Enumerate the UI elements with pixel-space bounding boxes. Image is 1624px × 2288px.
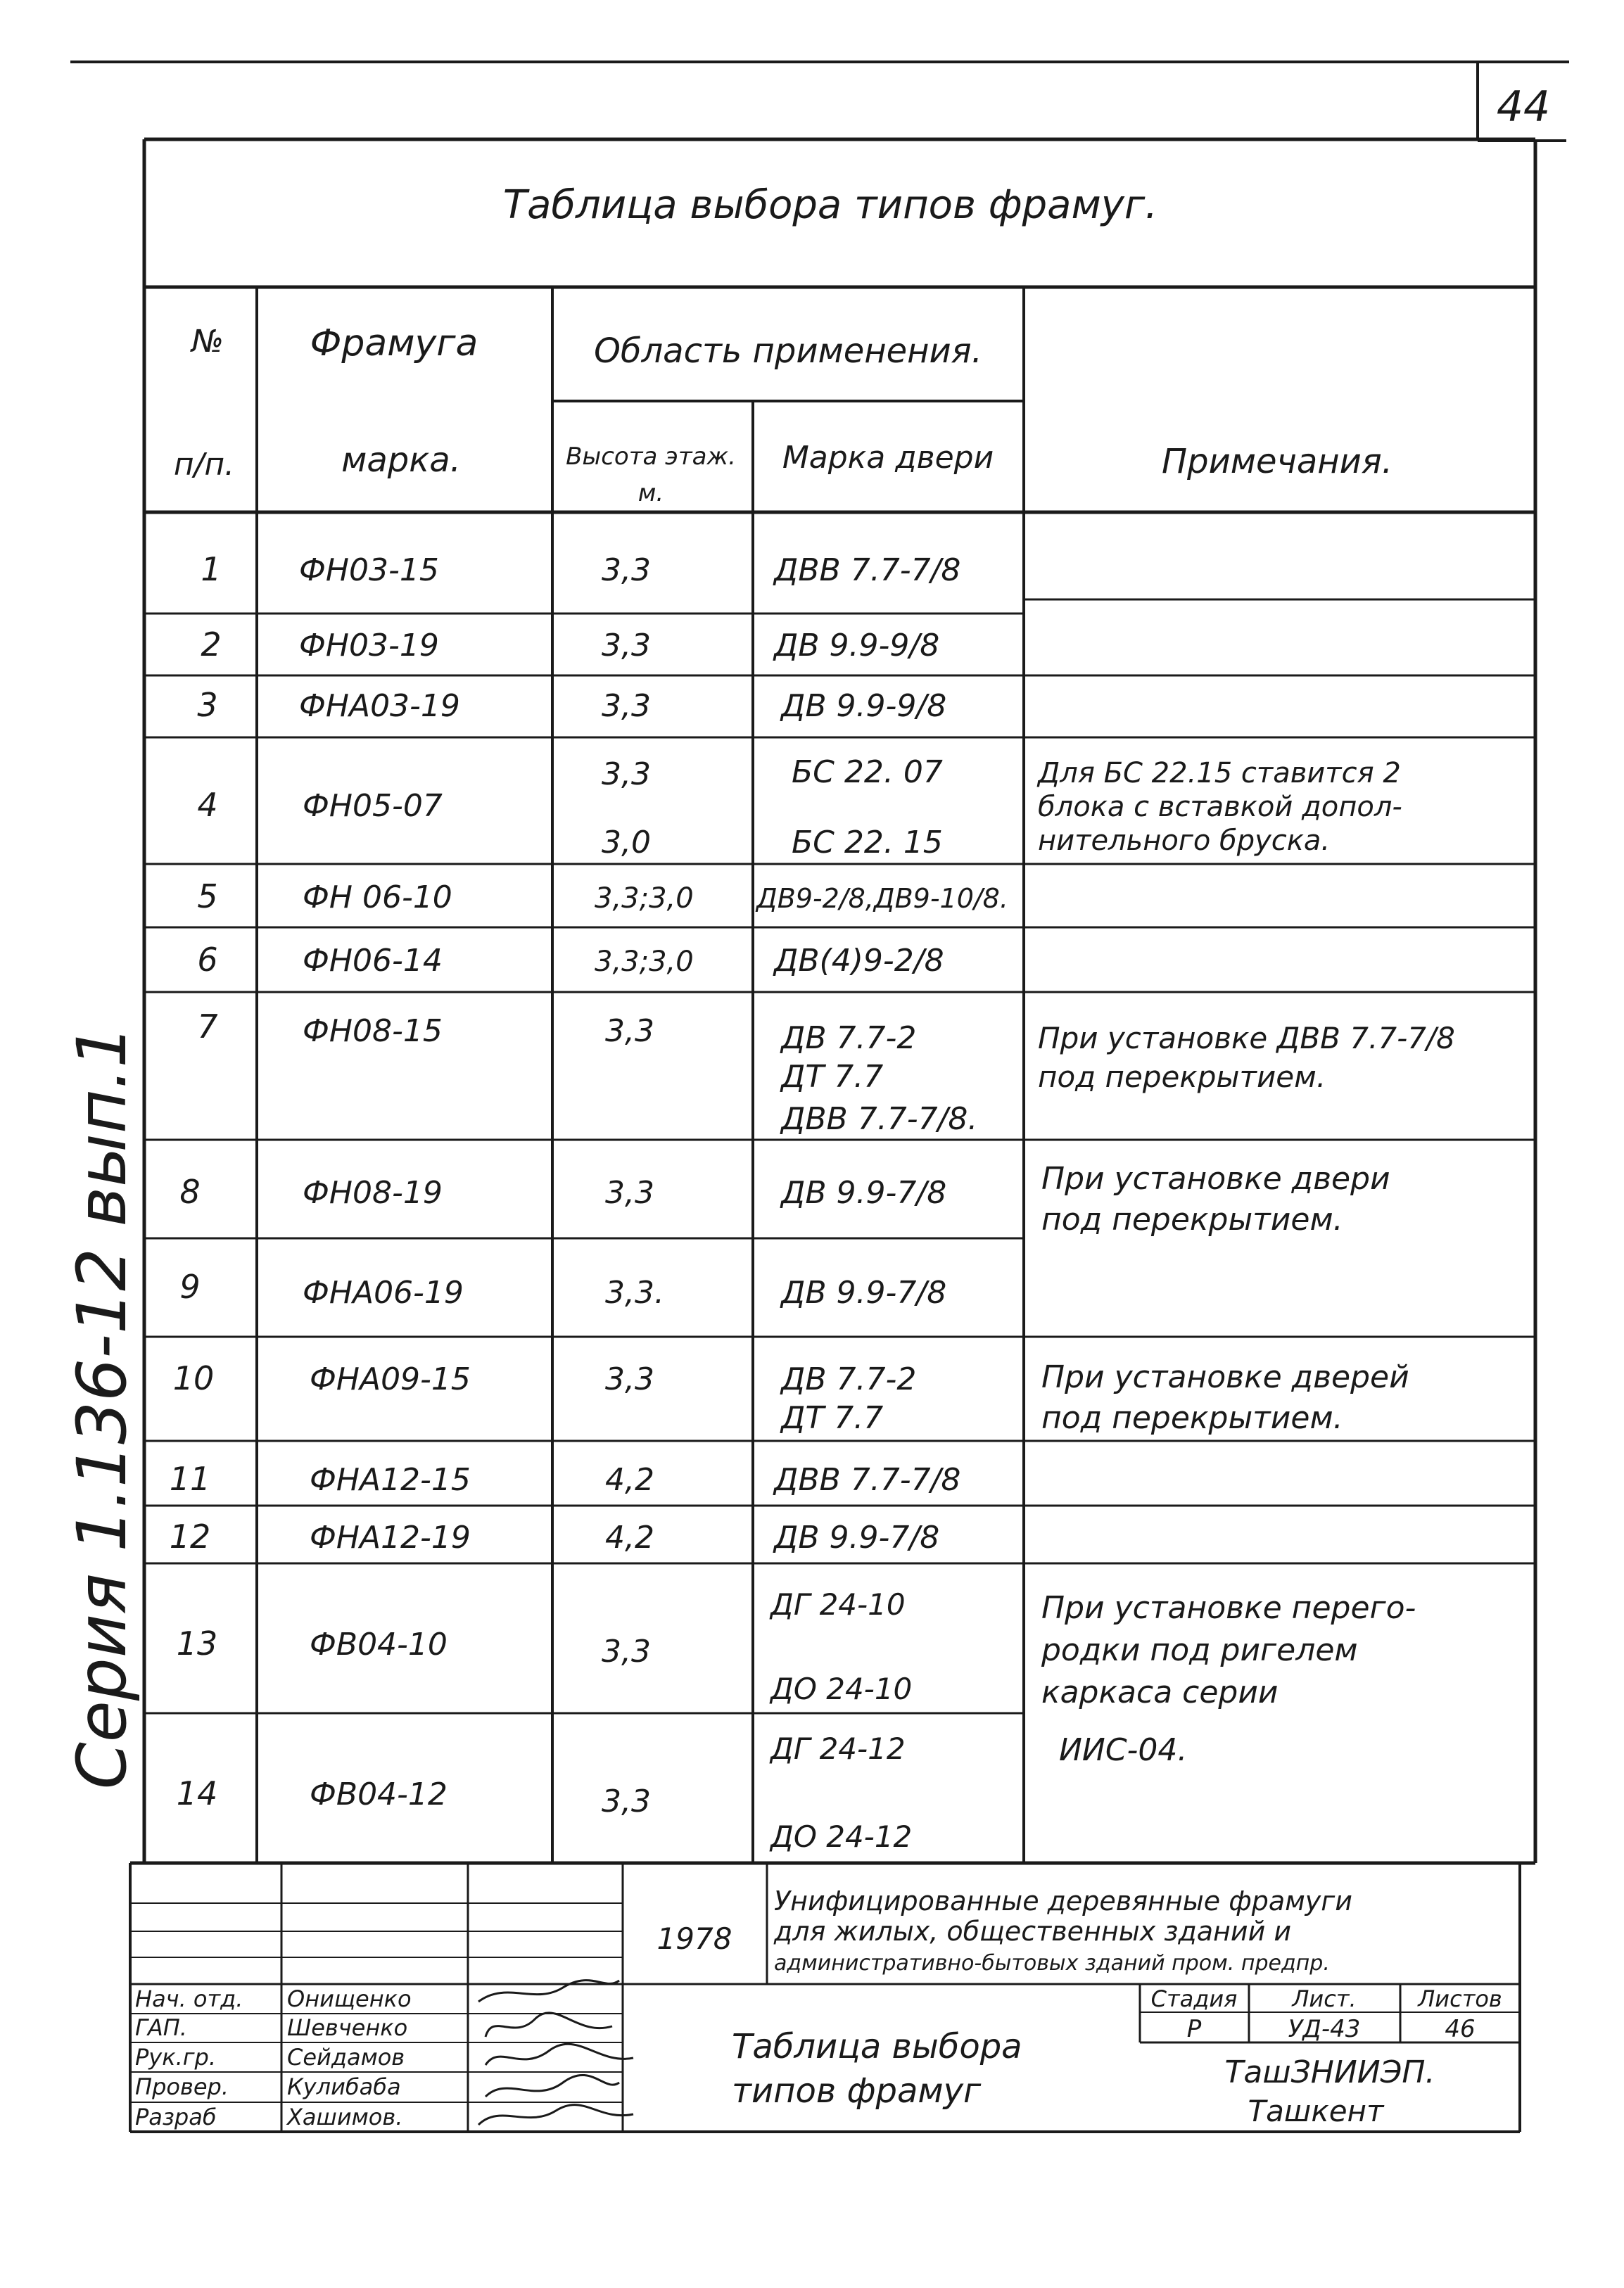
floor-height: 3,3 (602, 1784, 651, 1819)
door-mark-2: ДО 24-10 (770, 1672, 913, 1706)
door-mark: ДВ 7.7-2 (781, 1020, 917, 1056)
stamp-description-line: административно-бытовых зданий пром. предпр. (774, 1951, 1330, 1976)
floor-height: 3,3;3,0 (595, 946, 694, 978)
floor-height: 3,3 (602, 1634, 651, 1670)
header-height-bottom: м. (637, 479, 664, 507)
stamp-role: Рук.гр. (135, 2044, 217, 2071)
table-row (197, 1008, 1454, 1137)
table-row (197, 686, 946, 724)
stamp-name: Сейдамов (287, 2044, 405, 2071)
stamp-sheet-label: Лист. (1292, 1985, 1357, 2012)
frame-mark: ФН03-19 (299, 628, 439, 663)
stamp-sheets-label: Листов (1418, 1985, 1502, 2012)
header-door-mark: Марка двери (782, 440, 994, 476)
door-mark: ДВ(4)9-2/8 (774, 943, 944, 979)
note-line: каркаса серии (1041, 1674, 1279, 1710)
floor-height: 3,3. (605, 1275, 664, 1311)
frame-mark: ФН05-07 (303, 788, 443, 824)
stamp-organization: ТашЗНИИЭП. (1224, 2054, 1435, 2090)
stamp-role: ГАП. (135, 2014, 187, 2041)
stamp-city: Ташкент (1248, 2094, 1384, 2128)
header-height-top: Высота этаж. (566, 443, 736, 471)
signature (486, 2075, 619, 2097)
page-number: 44 (1496, 82, 1551, 132)
row-number: 11 (169, 1460, 211, 1498)
note-line: нительного бруска. (1038, 825, 1331, 857)
signature (486, 2044, 633, 2065)
frame-mark: ФН06-14 (303, 943, 443, 979)
frame-mark: ФН08-15 (303, 1013, 443, 1049)
header-num-top: № (191, 324, 224, 360)
frame-mark: ФН 06-10 (303, 879, 452, 915)
stamp-name: Хашимов. (287, 2104, 403, 2130)
signature (486, 2013, 612, 2037)
floor-height: 3,3;3,0 (595, 882, 694, 915)
door-mark: ДВВ 7.7-7/8 (774, 1462, 961, 1498)
frame-mark: ФВ04-10 (310, 1627, 448, 1663)
note-line: родки под ригелем (1041, 1632, 1358, 1668)
page-title: Таблица выбора типов фрамуг. (502, 182, 1158, 228)
stamp-drawing-title-line: типов фрамуг (732, 2071, 982, 2111)
row-number: 6 (197, 941, 218, 979)
row-number: 5 (197, 877, 218, 915)
table-row (197, 941, 944, 979)
note-line: При установке двери (1041, 1161, 1390, 1197)
frame-mark: ФНА12-19 (310, 1520, 471, 1556)
row-number: 10 (172, 1359, 215, 1397)
row-number: 13 (176, 1625, 218, 1663)
table-row (173, 1359, 1409, 1436)
header-num-bottom: п/п. (173, 447, 235, 483)
door-mark: ДВ9-2/8,ДВ9-10/8. (756, 883, 1008, 914)
header-frame-top: Фрамуга (310, 322, 478, 364)
table-row (197, 877, 1008, 915)
frame-mark: ФНА03-19 (299, 688, 460, 724)
note-line: под перекрытием. (1041, 1202, 1343, 1238)
door-mark: ДВВ 7.7-7/8 (774, 552, 961, 588)
stamp-role: Провер. (135, 2073, 229, 2100)
table-row (197, 754, 1402, 860)
table-row (201, 625, 939, 663)
table-row (177, 1731, 913, 1854)
door-mark: ДВ 9.9-9/8 (774, 628, 940, 663)
floor-height: 3,3 (602, 552, 651, 588)
door-mark-2: ДО 24-12 (770, 1819, 913, 1854)
frame-mark: ФНА12-15 (310, 1462, 471, 1498)
series-side-label: Серия 1.136-12 вып.1 (63, 1024, 141, 1790)
table-row (179, 1268, 946, 1311)
floor-height-2: 3,0 (602, 825, 651, 860)
header-notes: Примечания. (1162, 442, 1393, 481)
floor-height: 3,3 (605, 1361, 654, 1397)
row-number: 3 (197, 686, 218, 724)
stamp-stage-label: Стадия (1150, 1985, 1238, 2012)
floor-height: 3,3 (605, 1013, 654, 1049)
note-line: под перекрытием. (1038, 1060, 1326, 1094)
door-mark-3: ДВВ 7.7-7/8. (781, 1101, 978, 1137)
frame-mark: ФВ04-12 (310, 1777, 448, 1812)
door-mark: ДГ 24-10 (770, 1587, 906, 1622)
stamp-name: Кулибаба (287, 2073, 401, 2100)
row-number: 14 (176, 1774, 218, 1812)
stamp-sheets-value: 46 (1445, 2015, 1476, 2043)
title-block (130, 1863, 1535, 2132)
floor-height: 3,3 (605, 1175, 654, 1211)
stamp-role: Нач. отд. (135, 1985, 243, 2012)
door-mark: БС 22. 07 (792, 754, 943, 790)
table-row (201, 550, 960, 588)
floor-height: 3,3 (602, 688, 651, 724)
stamp-stage-value: Р (1186, 2015, 1202, 2043)
table-row (170, 1518, 939, 1556)
row-number: 8 (179, 1173, 201, 1211)
note-line: При установке перего- (1041, 1590, 1416, 1626)
door-mark-2: ДТ 7.7 (781, 1400, 884, 1436)
frame-mark: ФНА09-15 (310, 1361, 471, 1397)
door-mark: ДВ 9.9-7/8 (781, 1275, 947, 1311)
floor-height: 4,2 (605, 1462, 654, 1498)
door-mark: ДВ 9.9-7/8 (781, 1175, 947, 1211)
stamp-role: Разраб (135, 2104, 217, 2130)
row-number: 4 (197, 786, 218, 824)
row-number: 12 (169, 1518, 211, 1556)
frame-mark: ФНА06-19 (303, 1275, 464, 1311)
stamp-name: Онищенко (287, 1985, 412, 2012)
floor-height: 4,2 (605, 1520, 654, 1556)
floor-height: 3,3 (602, 628, 651, 663)
note-line: При установке ДВВ 7.7-7/8 (1038, 1021, 1455, 1055)
row-number: 7 (197, 1008, 218, 1046)
note-line: При установке дверей (1041, 1359, 1409, 1395)
stamp-description-line: Унифицированные деревянные фрамуги (774, 1886, 1352, 1917)
stamp-sheet-value: УД-43 (1288, 2015, 1361, 2043)
door-mark: ДВ 9.9-9/8 (781, 688, 947, 724)
door-mark-2: ДТ 7.7 (781, 1059, 884, 1095)
stamp-description-line: для жилых, общественных зданий и (774, 1916, 1292, 1947)
door-mark-2: БС 22. 15 (792, 825, 943, 860)
note-line: блока с вставкой допол- (1038, 791, 1402, 823)
stamp-drawing-title-line: Таблица выбора (732, 2027, 1022, 2066)
note-line: ИИС-04. (1059, 1732, 1188, 1768)
note-line: под перекрытием. (1041, 1400, 1343, 1436)
frame-mark: ФН03-15 (299, 552, 439, 588)
stamp-name: Шевченко (287, 2014, 408, 2041)
header-frame-bottom: марка. (341, 440, 461, 480)
door-mark: ДВ 7.7-2 (781, 1361, 917, 1397)
frame-mark: ФН08-19 (303, 1175, 443, 1211)
note-line: Для БС 22.15 ставится 2 (1038, 757, 1401, 789)
signature (478, 2105, 633, 2125)
row-number: 9 (179, 1268, 201, 1306)
door-mark: ДГ 24-12 (770, 1731, 906, 1766)
table-row (170, 1460, 961, 1498)
row-number: 1 (201, 550, 222, 588)
stamp-year: 1978 (656, 1921, 732, 1956)
floor-height: 3,3 (602, 756, 651, 792)
row-number: 2 (201, 625, 222, 663)
header-area: Область применения. (594, 331, 982, 371)
table-row (179, 1161, 1390, 1238)
door-mark: ДВ 9.9-7/8 (774, 1520, 940, 1556)
